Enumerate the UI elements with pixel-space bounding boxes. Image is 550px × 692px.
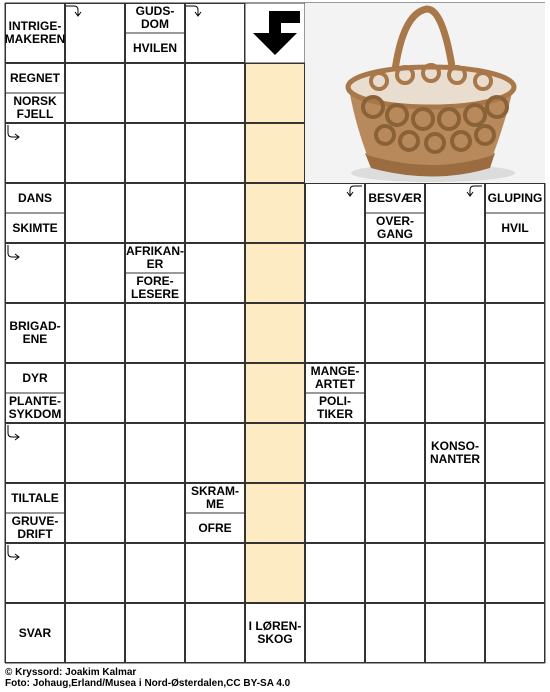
clue-skrame: SKRAM- ME (191, 484, 239, 511)
clue-skimte: SKIMTE (12, 220, 58, 235)
answer-cell[interactable] (305, 243, 365, 303)
answer-cell[interactable] (5, 543, 65, 603)
answer-cell[interactable] (485, 363, 545, 423)
answer-cell[interactable] (485, 483, 545, 543)
answer-cell[interactable] (425, 483, 485, 543)
answer-cell[interactable] (65, 123, 125, 183)
clue-intrigemakeren: INTRIGE- MAKEREN (4, 19, 66, 46)
answer-cell[interactable] (425, 303, 485, 363)
clue-dans: DANS (17, 190, 52, 205)
answer-cell[interactable] (65, 63, 125, 123)
answer-cell[interactable] (125, 423, 185, 483)
answer-cell[interactable] (185, 183, 245, 243)
answer-cell[interactable] (365, 243, 425, 303)
answer-cell[interactable] (245, 63, 305, 123)
clue-plantesykdom: PLANTE- SYKDOM (8, 394, 62, 421)
answer-cell[interactable] (245, 423, 305, 483)
answer-cell[interactable] (365, 543, 425, 603)
answer-cell[interactable] (365, 303, 425, 363)
answer-cell[interactable] (485, 423, 545, 483)
clue-politiker: POLI- TIKER (317, 394, 353, 421)
clue-forelesere: FORE- LESERE (130, 274, 179, 301)
clue-hvilen: HVILEN (132, 40, 177, 55)
photo-credit: Foto: Johaug,Erland/Musea i Nord-Østerdalen,CC BY-SA 4.0 (5, 678, 291, 689)
answer-cell[interactable] (185, 363, 245, 423)
answer-cell[interactable] (245, 123, 305, 183)
clue-gudsdom: GUDS- DOM (135, 4, 175, 31)
answer-cell[interactable] (425, 183, 485, 243)
clue-photo (305, 3, 545, 183)
answer-cell[interactable] (485, 603, 545, 663)
answer-cell[interactable] (65, 243, 125, 303)
answer-cell[interactable] (185, 63, 245, 123)
answer-cell[interactable] (245, 243, 305, 303)
answer-cell[interactable] (125, 183, 185, 243)
answer-cell[interactable] (5, 243, 65, 303)
answer-cell[interactable] (185, 123, 245, 183)
answer-cell[interactable] (65, 183, 125, 243)
answer-cell[interactable] (365, 603, 425, 663)
answer-cell[interactable] (305, 483, 365, 543)
answer-cell[interactable] (125, 543, 185, 603)
clue-norsk-fjell: NORSK FJELL (13, 94, 57, 121)
clue-ofre: OFRE (198, 520, 232, 535)
answer-cell[interactable] (365, 363, 425, 423)
answer-cell[interactable] (125, 303, 185, 363)
answer-cell[interactable] (185, 603, 245, 663)
clue-tiltale: TILTALE (11, 490, 59, 505)
clue-afrikaner: AFRIKAN- ER (126, 244, 184, 271)
answer-cell[interactable] (305, 423, 365, 483)
answer-cell[interactable] (305, 183, 365, 243)
answer-cell[interactable] (245, 183, 305, 243)
answer-cell[interactable] (365, 423, 425, 483)
answer-cell[interactable] (185, 303, 245, 363)
answer-cell[interactable] (125, 483, 185, 543)
clue-hvil: HVIL (501, 220, 529, 235)
answer-cell[interactable] (365, 483, 425, 543)
answer-cell[interactable] (185, 243, 245, 303)
clue-i-lorenskog: I LØREN- SKOG (248, 619, 302, 646)
answer-cell[interactable] (185, 543, 245, 603)
answer-cell[interactable] (245, 543, 305, 603)
answer-cell[interactable] (125, 123, 185, 183)
answer-cell[interactable] (245, 303, 305, 363)
clue-dyr: DYR (22, 370, 48, 385)
answer-cell[interactable] (185, 423, 245, 483)
answer-cell[interactable] (125, 603, 185, 663)
answer-cell[interactable] (245, 483, 305, 543)
clue-besvaer: BESVÆR (368, 190, 422, 205)
answer-cell[interactable] (125, 63, 185, 123)
clue-gluping: GLUPING (487, 190, 543, 205)
answer-cell[interactable] (65, 423, 125, 483)
crossword-credit: © Kryssord: Joakim Kalmar (5, 667, 137, 678)
answer-cell[interactable] (425, 243, 485, 303)
clue-konsonanter: KONSO- NANTER (430, 439, 480, 466)
answer-cell[interactable] (485, 543, 545, 603)
answer-cell[interactable] (305, 603, 365, 663)
answer-cell[interactable] (65, 363, 125, 423)
clue-gruvedrift: GRUVE- DRIFT (11, 514, 59, 541)
answer-cell[interactable] (305, 303, 365, 363)
clue-svar: SVAR (18, 625, 52, 640)
answer-cell[interactable] (425, 363, 485, 423)
answer-cell[interactable] (245, 363, 305, 423)
answer-cell[interactable] (65, 603, 125, 663)
basket-image (305, 3, 545, 183)
answer-cell[interactable] (65, 303, 125, 363)
answer-cell[interactable] (485, 243, 545, 303)
answer-cell[interactable] (125, 363, 185, 423)
credits (5, 667, 290, 689)
solution-arrow-icon (253, 11, 300, 55)
answer-cell[interactable] (485, 303, 545, 363)
clue-brigadene: BRIGAD- ENE (9, 319, 61, 346)
answer-cell[interactable] (425, 543, 485, 603)
answer-cell[interactable] (65, 3, 125, 63)
clue-regnet: REGNET (9, 70, 60, 85)
answer-cell[interactable] (65, 543, 125, 603)
answer-cell[interactable] (185, 3, 245, 63)
answer-cell[interactable] (425, 603, 485, 663)
clue-overgang: OVER- GANG (375, 214, 414, 241)
answer-cell[interactable] (5, 423, 65, 483)
answer-cell[interactable] (305, 543, 365, 603)
answer-cell[interactable] (65, 483, 125, 543)
answer-cell[interactable] (5, 123, 65, 183)
clue-mangeartet: MANGE- ARTET (310, 364, 360, 391)
